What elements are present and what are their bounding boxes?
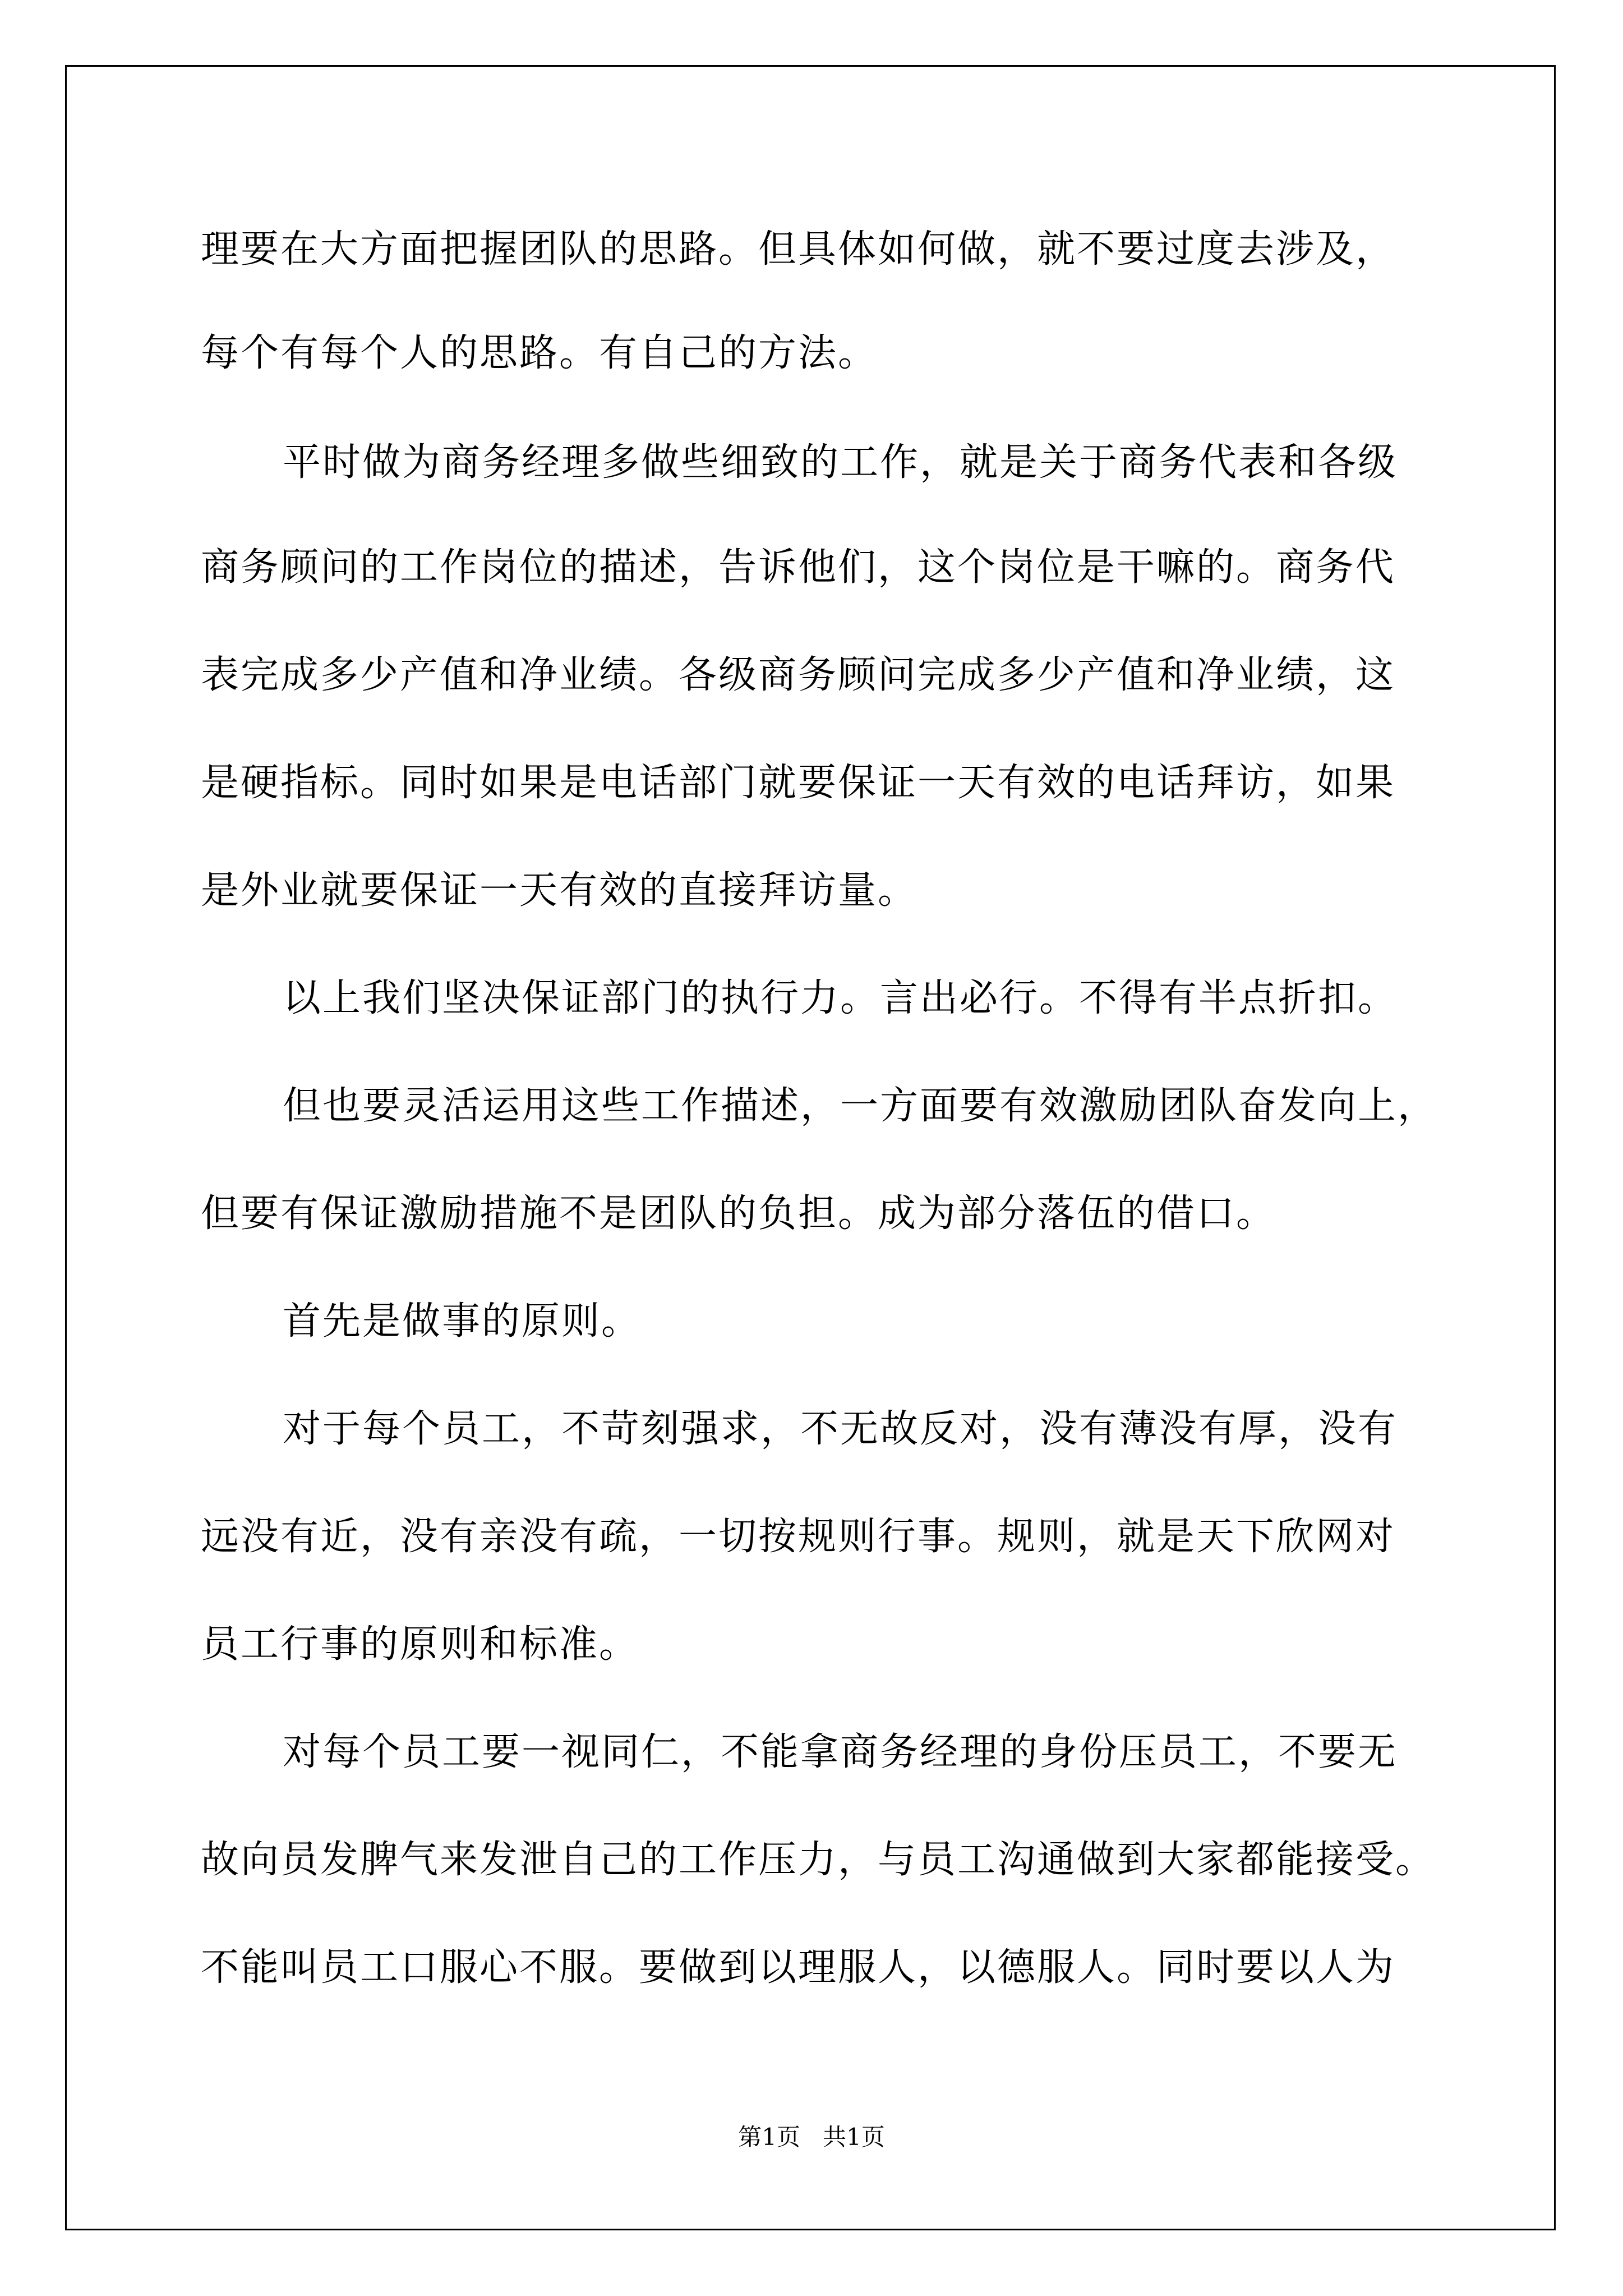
page-footer: 第1页 共1页 <box>738 2123 885 2151</box>
page-border <box>65 65 1556 2230</box>
text-line-7: 是外业就要保证一天有效的直接拜访量。 <box>201 868 918 913</box>
text-line-2: 每个有每个人的思路。有自己的方法。 <box>201 331 878 375</box>
text-line-14: 员工行事的原则和标准。 <box>201 1622 639 1667</box>
text-line-13: 远没有近，没有亲没有疏，一切按规则行事。规则，就是天下欣网对 <box>201 1515 1396 1559</box>
text-line-1: 理要在大方面把握团队的思路。但具体如何做，就不要过度去涉及， <box>201 227 1396 272</box>
text-line-12: 对于每个员工，不苛刻强求，不无故反对，没有薄没有厚，没有 <box>283 1407 1398 1451</box>
text-line-5: 表完成多少产值和净业绩。各级商务顾问完成多少产值和净业绩，这 <box>201 653 1396 697</box>
text-line-3: 平时做为商务经理多做些细致的工作，就是关于商务代表和各级 <box>283 440 1398 485</box>
text-line-6: 是硬指标。同时如果是电话部门就要保证一天有效的电话拜访，如果 <box>201 761 1396 805</box>
text-line-17: 不能叫员工口服心不服。要做到以理服人，以德服人。同时要以人为 <box>201 1945 1396 1990</box>
text-line-4: 商务顾问的工作岗位的描述，告诉他们，这个岗位是干嘛的。商务代 <box>201 545 1396 590</box>
text-line-9: 但也要灵活运用这些工作描述，一方面要有效激励团队奋发向上， <box>283 1084 1438 1128</box>
text-line-11: 首先是做事的原则。 <box>283 1299 642 1343</box>
text-line-16: 故向员发脾气来发泄自己的工作压力，与员工沟通做到大家都能接受。 <box>201 1838 1436 1882</box>
text-line-8: 以上我们坚决保证部门的执行力。言出必行。不得有半点折扣。 <box>283 976 1398 1020</box>
text-line-15: 对每个员工要一视同仁，不能拿商务经理的身份压员工，不要无 <box>283 1730 1398 1774</box>
text-line-10: 但要有保证激励措施不是团队的负担。成为部分落伍的借口。 <box>201 1191 1276 1236</box>
